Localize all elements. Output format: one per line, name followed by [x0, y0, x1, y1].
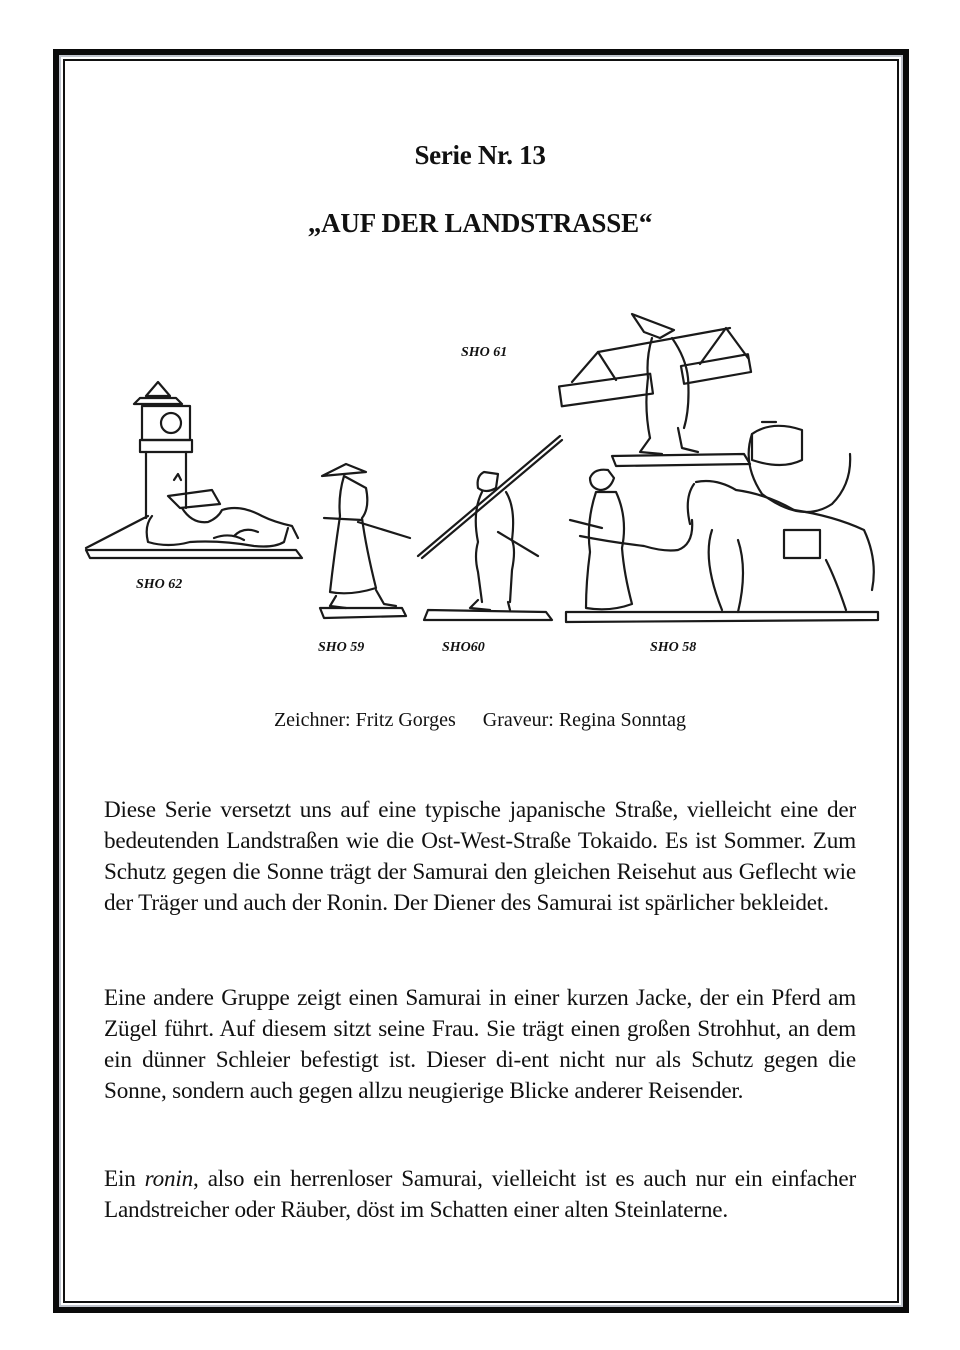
figure-sho60-label: SHO60 [442, 640, 485, 655]
paragraph-3-start: Ein [104, 1166, 145, 1192]
figure-sho58-label: SHO 58 [650, 640, 697, 655]
figure-sho60-illustration [414, 432, 564, 628]
credit-engraver: Graveur: Regina Sonntag [482, 709, 687, 731]
paragraph-3-rest: , also ein herrenloser Samurai, vielleicht ist es auch nur ein einfacher Landstreicher oder Räuber, döst im Schatten einer alten Steinlaterne. [104, 1166, 856, 1223]
frame-highlight-line [59, 55, 903, 1307]
credit-drawer: Zeichner: Fritz Gorges [273, 709, 456, 731]
paragraph-3 [104, 1164, 856, 1226]
figure-sho58-illustration [562, 420, 884, 626]
paragraph-2: Eine andere Gruppe zeigt einen Samurai in einer kurzen Jacke, der ein Pferd am Zügel führt. Auf diesem sitzt seine Frau. Sie trägt einen großen Strohhut, an dem ein dünner Schleier befestigt ist. Dieser di-ent nicht nur als Schutz gegen die Sonne, sondern auch gegen allzu neugierige Blicke anderer Reisender. [104, 985, 856, 1104]
paragraph-1: Diese Serie versetzt uns auf eine typische japanische Straße, vielleicht eine der bedeutenden Landstraßen wie die Ost-West-Straße Tokaido. Es ist Sommer. Zum Schutz gegen die Sonne trägt der Samurai den gleichen Reisehut aus Geflecht wie der Träger und auch der Ronin. Der Diener des Samurai ist spärlicher bekleidet. [104, 797, 856, 916]
series-title: „AUF DER LANDSTRASSE“ [307, 208, 653, 238]
figure-sho59-illustration [314, 462, 414, 622]
frame-inner-line [63, 59, 899, 1303]
figure-sho59-label: SHO 59 [318, 640, 365, 655]
paragraph-3-italic-term: ronin [144, 1166, 194, 1192]
figure-sho61-label: SHO 61 [461, 345, 508, 360]
figure-sho62-illustration [84, 368, 310, 564]
credits [0, 709, 960, 732]
series-number: Serie Nr. 13 [414, 140, 546, 170]
figure-sho62-label: SHO 62 [136, 577, 183, 592]
